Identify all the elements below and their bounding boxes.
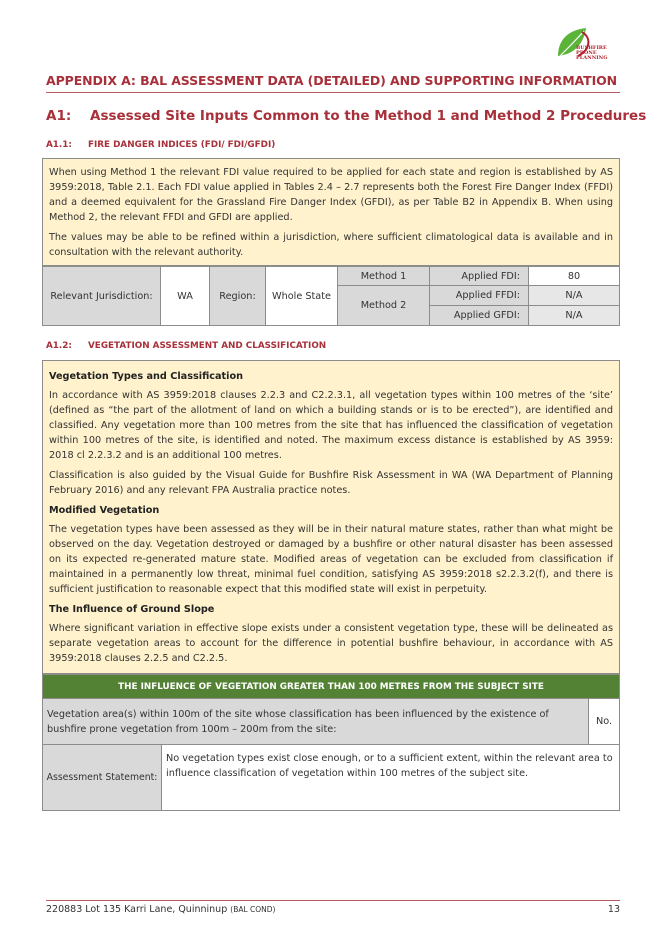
appendix-divider [46, 92, 620, 93]
vegetation-types-paragraph: In accordance with AS 3959:2018 clauses 2.2.3 and C2.2.3.1, all vegetation types within 100 metres of the ‘site’ (defined as “the part of the allotment of land on which a building stands or is to be erected”), are identified and classified. Any vegetation more than 100 metres from the site that has influenced the classification of vegetation within 100 metres of the site, is identified and noted. The maximum excess distance is established by AS 3959: 2018 cl 2.2.3.2 and is an additional 100 metres. [49, 390, 613, 461]
footer-address: 220883 Lot 135 Karri Lane, Quinninup [46, 904, 228, 915]
appendix-title: APPENDIX A: BAL ASSESSMENT DATA (DETAILED) AND SUPPORTING INFORMATION [46, 73, 618, 88]
section-a1-title: Assessed Site Inputs Common to the Method 1 and Method 2 Procedures [90, 108, 647, 124]
applied-ffdi-value: N/A [529, 286, 620, 306]
classification-guide-paragraph: Classification is also guided by the Visual Guide for Bushfire Risk Assessment in WA (WA Department of Planning February 2016) and any relevant FPA Australia practice notes. [49, 470, 613, 496]
bushfire-prone-planning-logo [556, 26, 622, 62]
fdi-paragraph-1: When using Method 1 the relevant FDI value required to be applied for each state and region is established by AS 3959:2018, Table 2.1. Each FDI value applied in Tables 2.4 – 2.7 represents both the Forest Fire Danger Index (FFDI) and a deemed equivalent for the Grassland Fire Danger Index (GFDI), as per Table B2 in Appendix B. When using Method 2, the relevant FFDI and GFDI are applied. [49, 167, 613, 223]
applied-gfdi-value: N/A [529, 306, 620, 326]
page-number: 13 [607, 904, 620, 915]
section-a1-heading [46, 108, 646, 124]
applied-fdi-label: Applied FDI: [430, 267, 529, 286]
section-a1-number: A1: [46, 108, 72, 124]
logo-text-line1: BUSHFIRE PRONE [576, 45, 607, 56]
footer-address-line [46, 904, 275, 915]
region-value: Whole State [266, 267, 338, 326]
vegetation-info-box [42, 360, 620, 674]
jurisdiction-label: Relevant Jurisdiction: [43, 267, 161, 326]
section-a1-1-heading [46, 140, 275, 150]
influence-table-header: THE INFLUENCE OF VEGETATION GREATER THAN 100 METRES FROM THE SUBJECT SITE [43, 675, 620, 699]
assessment-statement-label: Assessment Statement: [43, 745, 162, 811]
method1-label: Method 1 [338, 267, 430, 286]
section-a1-1-title: FIRE DANGER INDICES (FDI/ FDI/GFDI) [88, 140, 276, 150]
ground-slope-heading: The Influence of Ground Slope [49, 604, 215, 615]
footer-divider [46, 900, 620, 901]
influence-answer: No. [589, 699, 620, 745]
section-a1-1-number: A1.1: [46, 140, 72, 150]
applied-gfdi-label: Applied GFDI: [430, 306, 529, 326]
region-label: Region: [210, 267, 266, 326]
applied-ffdi-label: Applied FFDI: [430, 286, 529, 306]
section-a1-2-number: A1.2: [46, 341, 72, 351]
assessment-statement-value: No vegetation types exist close enough, or to a sufficient extent, within the relevant area to influence classification of vegetation within 100 metres of the subject site. [162, 745, 620, 811]
section-a1-2-heading [46, 341, 326, 351]
section-a1-2-title: VEGETATION ASSESSMENT AND CLASSIFICATION [88, 341, 327, 351]
method2-label: Method 2 [338, 286, 430, 326]
fdi-paragraph-2: The values may be able to be refined within a jurisdiction, where sufficient climatological data is available and in consultation with the relevant authority. [49, 232, 613, 258]
modified-vegetation-paragraph: The vegetation types have been assessed as they will be in their natural mature states, rather than what might be observed on the day. Vegetation destroyed or damaged by a bushfire or other natural disaster has been assessed on its expected re-generated mature state. Modified areas of vegetation can be excluded from classification if maintained in a permanently low threat, minimal fuel condition, satisfying AS 3959:2018 s2.2.3.2(f), and there is sufficient justification to reasonable expect that this modified state will exist in perpetuity. [49, 524, 613, 595]
ground-slope-paragraph: Where significant variation in effective slope exists under a consistent vegetation type, these will be delineated as separate vegetation areas to account for the difference in potential bushfire behaviour, in accordance with AS 3959:2018 clauses 2.2.5 and C2.2.5. [49, 623, 613, 664]
applied-fdi-value: 80 [529, 267, 620, 286]
footer-tag: (BAL COND) [230, 905, 276, 914]
logo-text-line2: PLANNING [576, 55, 608, 61]
fdi-table [42, 266, 620, 326]
influence-question: Vegetation area(s) within 100m of the site whose classification has been influenced by the existence of bushfire prone vegetation from 100m – 200m from the site: [43, 699, 589, 745]
fdi-info-box [42, 158, 620, 266]
modified-vegetation-heading: Modified Vegetation [49, 505, 160, 516]
vegetation-types-heading: Vegetation Types and Classification [49, 371, 244, 382]
influence-table [42, 674, 620, 811]
jurisdiction-value: WA [161, 267, 210, 326]
